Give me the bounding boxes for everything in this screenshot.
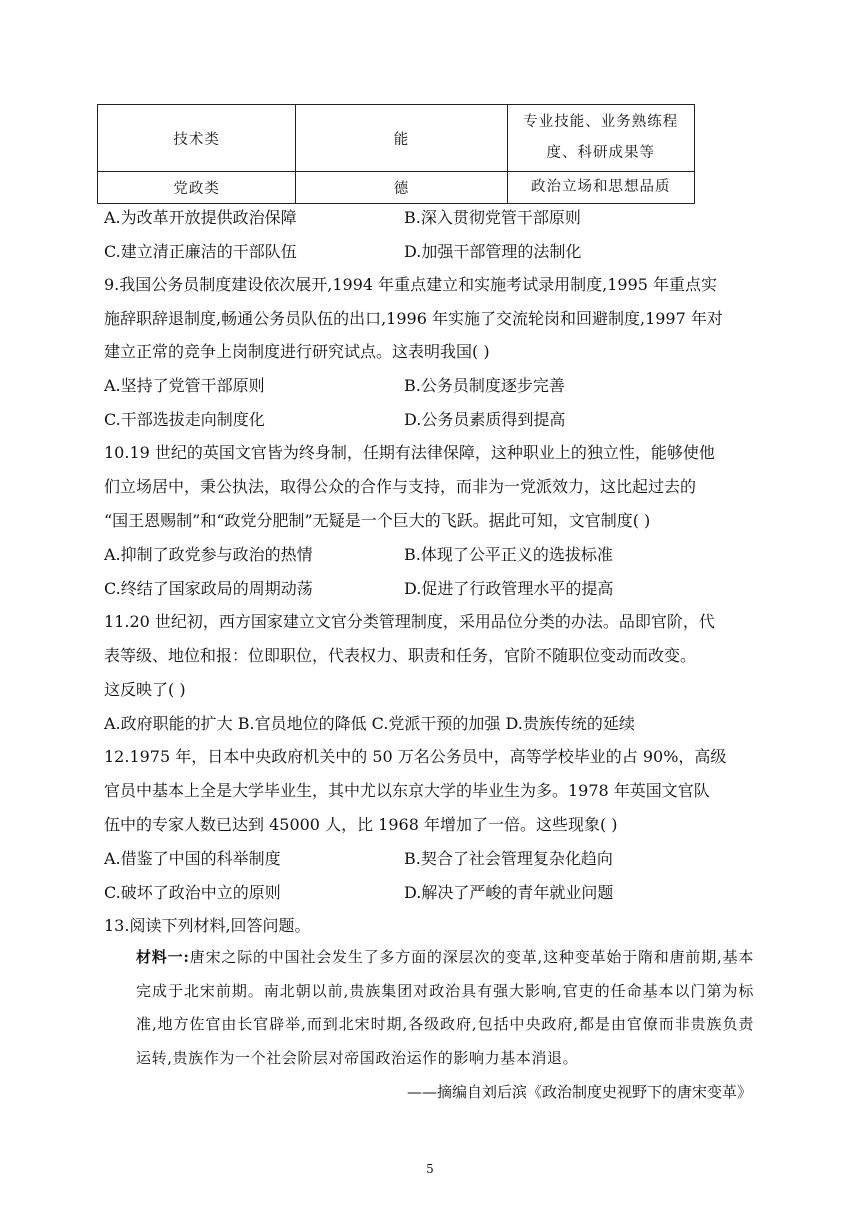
q9-option-c: C.干部选拔走向制度化 bbox=[104, 410, 265, 429]
q8-options-row-2 bbox=[104, 242, 582, 262]
q8-option-a: A.为改革开放提供政治保障 bbox=[104, 208, 297, 227]
table-cell-line: 度、科研成果等 bbox=[546, 145, 656, 161]
q12-option-a: A.借鉴了中国的科举制度 bbox=[104, 849, 281, 868]
material-source: ——摘编自刘后滨《政治制度史视野下的唐宋变革》 bbox=[406, 1083, 752, 1101]
q10-option-a: A.抑制了政党参与政治的热情 bbox=[104, 545, 313, 564]
table-cell: 能 bbox=[296, 105, 507, 172]
q9-option-a: A.坚持了党管干部原则 bbox=[104, 376, 265, 395]
q10-option-d: D.促进了行政管理水平的提高 bbox=[404, 579, 614, 598]
material-label: 材料一: bbox=[136, 948, 190, 966]
q11-stem-line: 11.20 世纪初，西方国家建立文官分类管理制度，采用品位分类的办法。品即官阶，代 bbox=[104, 612, 715, 631]
q10-options-row-2 bbox=[104, 579, 614, 599]
q9-options-row-2 bbox=[104, 410, 566, 430]
table-cell-line: 专业技能、业务熟练程 bbox=[523, 114, 679, 130]
q9-stem-line: 施辞职辞退制度,畅通公务员队伍的出口,1996 年实施了交流轮岗和回避制度,1997 年对 bbox=[104, 309, 723, 328]
q9-option-d: D.公务员素质得到提高 bbox=[404, 410, 566, 429]
q8-option-b: B.深入贯彻党管干部原则 bbox=[404, 208, 581, 227]
table-cell: 技术类 bbox=[98, 105, 296, 172]
q8-options-row-1 bbox=[104, 208, 581, 228]
q9-stem-line: 建立正常的竞争上岗制度进行研究试点。这表明我国( ) bbox=[104, 342, 490, 361]
table-row bbox=[98, 105, 695, 172]
q12-stem-line: 伍中的专家人数已达到 45000 人，比 1968 年增加了一倍。这些现象( ) bbox=[104, 815, 618, 834]
table-cell bbox=[507, 105, 694, 172]
q9-stem-line: 9.我国公务员制度建设依次展开,1994 年重点建立和实施考试录用制度,1995 年重点实 bbox=[104, 275, 718, 294]
q9-option-b: B.公务员制度逐步完善 bbox=[404, 376, 565, 395]
criteria-table bbox=[97, 104, 695, 204]
q12-stem-line: 官员中基本上全是大学毕业生，其中尤以东京大学的毕业生为多。1978 年英国文官队 bbox=[104, 781, 710, 800]
material-body: 唐宋之际的中国社会发生了多方面的深层次的变革,这种变革始于隋和唐前期,基本完成于北宋前期。南北朝以前,贵族集团对政治具有强大影响,官吏的任命基本以门第为标准,地方佐官由长官辟举,而到北宋时期,各级政府,包括中央政府,都是由官僚而非贵族负责运转,贵族作为一个社会阶层对帝国政治运作的影响力基本消退。 bbox=[136, 948, 754, 1067]
q10-option-c: C.终结了国家政局的周期动荡 bbox=[104, 579, 313, 598]
q8-option-d: D.加强干部管理的法制化 bbox=[404, 242, 582, 261]
q9-options-row-1 bbox=[104, 376, 565, 396]
q10-stem-line: “国王恩赐制”和“政党分肥制”无疑是一个巨大的飞跃。据此可知，文官制度( ) bbox=[104, 511, 651, 530]
q11-stem-line: 这反映了( ) bbox=[104, 680, 186, 699]
q12-options-row-2 bbox=[104, 883, 614, 903]
page-number: 5 bbox=[426, 1162, 434, 1176]
q11-options: A.政府职能的扩大 B.官员地位的降低 C.党派干预的加强 D.贵族传统的延续 bbox=[104, 714, 635, 733]
material-one-paragraph bbox=[104, 941, 754, 1075]
table-cell: 德 bbox=[296, 172, 507, 204]
q10-stem-line: 10.19 世纪的英国文官皆为终身制，任期有法律保障，这种职业上的独立性，能够使他 bbox=[104, 443, 715, 462]
q13-title: 13.阅读下列材料,回答问题。 bbox=[104, 916, 311, 935]
material-one-text bbox=[104, 941, 754, 1075]
table-row bbox=[98, 172, 695, 204]
q10-stem-line: 们立场居中，秉公执法，取得公众的合作与支持，而非为一党派效力，这比起过去的 bbox=[104, 477, 697, 496]
q10-option-b: B.体现了公平正义的选拔标准 bbox=[404, 545, 613, 564]
q12-option-c: C.破坏了政治中立的原则 bbox=[104, 883, 281, 902]
q10-options-row-1 bbox=[104, 545, 613, 565]
table-cell: 党政类 bbox=[98, 172, 296, 204]
q11-stem-line: 表等级、地位和报：位即职位，代表权力、职责和任务，官阶不随职位变动而改变。 bbox=[104, 646, 697, 665]
q12-option-d: D.解决了严峻的青年就业问题 bbox=[404, 883, 614, 902]
table-cell: 政治立场和思想品质 bbox=[507, 172, 694, 204]
q8-option-c: C.建立清正廉洁的干部队伍 bbox=[104, 242, 297, 261]
q12-stem-line: 12.1975 年，日本中央政府机关中的 50 万名公务员中，高等学校毕业的占 90%，高级 bbox=[104, 747, 727, 766]
q12-options-row-1 bbox=[104, 849, 613, 869]
q12-option-b: B.契合了社会管理复杂化趋向 bbox=[404, 849, 613, 868]
